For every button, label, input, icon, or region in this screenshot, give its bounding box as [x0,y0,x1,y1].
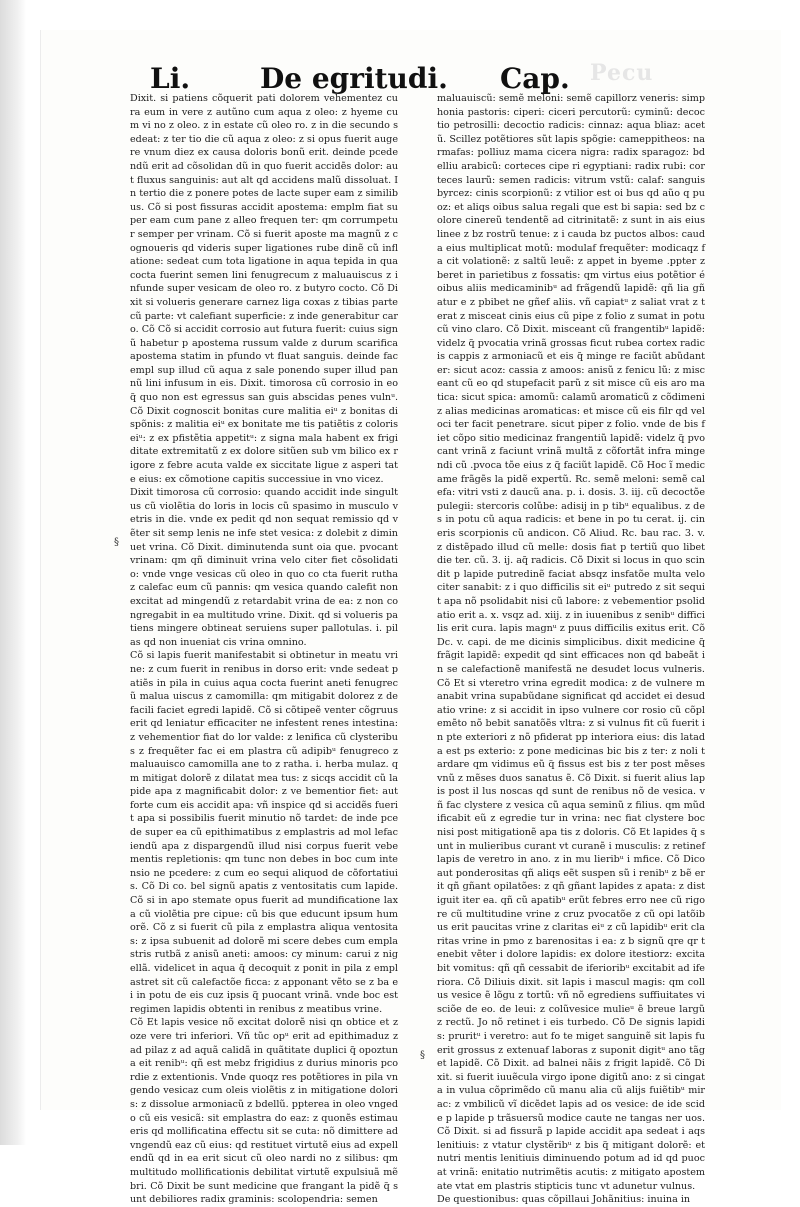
text-column-right [437,92,705,1206]
closing-line: De questionibus: quas cõpillaui Johãnitius: inuina in [437,1194,691,1206]
paragraph: Dixit. si patiens cõquerit pati dolorem vehementez cu ra eum in vere z autũno cum aqua z oleo: z hyeme cum vi no z oleo. z in estate cũ oleo ro. z in die secundo sedeat: z ter tio die cũ aqua z oleo: z si opus fuerit augere vnum diez ex causa doloris bonũ erit. deinde pcedendũ erit ad cõsolidan dũ in quo fuerit accidẽs dolor: aut fluxus sanguinis: aut alt qd accidens malũ dissoluat. In tertio die z ponere potes de lacte super eam z similibus. Cõ si post fissuras accidit apostema: emplm fiat super eam cum pane z alleo frequen ter: qm corrumpetur semper per vrinam. Cõ si fuerit aposte ma magnũ z cognoueris qd videris super ligationes rube dinẽ cũ inflatione: sedeat cum tota ligatione in aqua tepida in qua cocta fuerint semen lini fenugrecum z maluauiscus z infunde super vesicam de oleo ro. z butyro cocto. Cõ Di xit si volueris generare carnez liga coxas z tibias parte cũ parte: vt calefiant superficie: z inde generabitur caro. Cõ Cõ si accidit corrosio aut futura fuerit: cuius signũ habetur p apostema russum valde z durum scarifica apostema statim in pfundo vt fluat sanguis. deinde fac empl sup illud cũ aqua z sale ponendo super illud pannũ lini infusum in eis. Dixit. timorosa cũ corrosio in eo q̃ quo non est egressus san guis abscidas penes vulnᵘ. Cõ Dixit cognoscit bonitas cure malitia eiᵘ z bonitas dispõnis: z malitia eiᵘ ex bonitate me tis patiẽtis z coloris eiᵘ: z ex pfistẽtia appetitᵘ: z signa mala habent ex frigiditate extremitatũ z ex dolore sitũen sub vm bilico ex rigore z febre acuta valde ex siccitate ligue z asperi tate eius: ex cõmotione capitis successiue in vno vicez. [130,93,398,485]
paragraph: Cõ Et lapis vesice nõ excitat dolorẽ nisi qn obtice et z oze vere tri inferiori. Vñ tũc opᵘ erit ad epithimaduz z ad pilaz z ad aquã calidã in quãtitate duplici q̃ opoztuna eit renibᵘ: qñ est mebz frigidius z durius minoris pcordie z extentionis. Vnde quoqz res potẽtiores in pila vngendo vesicaz cum oleis violẽtis z in mitigatione doloris: z dissolue armoniacũ z bdellũ. ppterea in oleo vngedo cũ eis vesicã: sit emplastra do eaz: z quonẽs estimaueris qd mollificatina effectu sit se cuta: nõ dimittere ad vngendũ eaz cũ eius: qd restituet virtutẽ eius ad expellendũ qd in ea erit sicut cũ oleo nardi no z silibus: qm multitudo mollificationis debilitat virtutẽ expulsiuã mẽbri. Cõ Dixit be sunt medicine que frangant la pidẽ q̃ sunt debiliores radix graminis: scolopendria: semen [130,1017,398,1206]
paragraph: maluauiscũ: semẽ meloni: semẽ capillorz veneris: simphonia pastoris: ciperi: ciceri percutorũ: cyminũ: decoctio petrosilli: decoctio radicis: cinnaz: aqua bliaz: acetũ. Scillez potẽtiores sũt lapis spõgie: cameppitheos: narmafas: polliuz mama cicera nigra: radix sparagoz: bdelliu arabicũ: corteces cipe ri egyptiani: radix rubi: corteces laurũ: semen radicis: vitrum vstũ: calaf: sanguis byrcez: cinis scorpionũ: z vtilior est oi bus qd aũo q puoz: et aliqs oibus salua regali que est bi sapia: sed bz colore cinereũ tendentẽ ad citrinitatẽ: z sunt in ais eius linee z bz rostrũ tenue: z i cauda bz puctos albos: cauda eius multiplicat motũ: modulaf frequẽter: modicaqz fa cit volationẽ: z saltũ leuẽ: z appet in byeme .ppter z beret in parietibus z fossatis: qm virtus eius potẽtior é oibus aliis medicaminibᵘ ad frãgendũ lapidẽ: qñ lia gñatur e z pbibet ne gñef aliis. vñ capiatᵘ z saliat vrat z terat z misceat cinis eius cũ pipe z folio z sumat in potu cũ vino claro. Cõ Dixit. misceant cũ frangentibᵘ lapidẽ: videlz q̃ pvocatia vrinã grossas ficut rubea cortex radicis cappis z armoniacũ et eis q̃ minge re faciũt abũdanter: sicut acoz: cassia z amoos: anisũ z fenicu lũ: z misceant cũ eo qd stupefacit parũ z sit misce cũ eis aro matica: sicut spica: amomũ: calamũ aromaticũ z cõdimeni z alias medicinas aromaticas: et misce cũ eis filr qd veloci ter facit penetrare. sicut piper z folio. vnde de bis fiet cõpo sitio medicinaz frangentiũ lapidẽ: videlz q̃ pvocant vrinã z faciunt vrinã multã z cõfortãt infra mingendi cũ .pvoca tõe eius z q̃ faciũt lapidẽ. Cõ Hoc ĩ medicame frãgẽs la pidẽ expertũ. Rc. semẽ meloni: semẽ calefa: vitri vsti z daucũ ana. p. i. dosis. 3. iij. cũ decoctõe pulegii: stercoris colũbe: adisij in p tibᵘ equalibus. z des in potu cũ aqua radicis: et bene in po tu cerat. ij. cineris scorpionis cũ andicon. Cõ Aliud. Rc. bau rac. 3. v. z distẽpado illud cũ melle: dosis fiat p tertiũ quo libet die ter. cũ. 3. ij. aq̃ radicis. Cõ Dixit si locus in quo scin dit p lapide putredinẽ faciat absqz insfatõe multa velociter sanabit: z i quo difficilis sit eiᵘ putredo z sit sequit apa nõ psolidabit nisi cũ labore: z vebementior psolidatio erit a. x. vsqz ad. xiij. z in iuuenibus z senibᵘ difficilis erit cura. lapis magnᵘ z puus difficilis exitus erit. Cõ Dc. v. capi. de me dicinis simplicibus. dixit medicine q̃ frãgit lapidẽ: expedit qd sint efficaces non qd babeãt in se calefactionẽ manifestã ne desudet locus vulneris. Cõ Et si vteretro vrina egredit modica: z de vulnere manabit vrina supabũdane significat qd accidet ei desudatio vrine: z si accidit in ipso vulnere cor rosio cũ cõplemẽto nõ bebit sanatõẽs vltra: z si vulnus fit cũ fuerit in pte exteriori z nõ pfiderat pp interiora eius: dis latada est ps exterio: z pone medicinas bic bis z ter: z noli tardare qm vidimus eũ q̃ fissus est bis z ter post mẽses vnũ z mẽses duos sanatus ẽ. Cõ Dixit. si fuerit alius lapis post il lus noscas qd sunt de renibus nõ de vesica. vñ fac clystere z vesica cũ aqua seminũ z filius. qm mũdificabit eũ z egredie tur in vrina: nec fiat clystere boc nisi post mitigationẽ apa tis z doloris. Cõ Et lapides q̃ sunt in mulieribus curant vt curanẽ i musculis: z retinef lapis de veretro in ano. z in mu lieribᵘ i mfice. Cõ Dico aut ponderositas qñ aliqs eẽt suspen sũ i renibᵘ z bẽ erit qñ gñant opilatões: z qñ gñant lapides z apata: z distiguit iter ea. qñ cũ apatibᵘ erũt febres erro nee cũ rigore cũ multitudine vrine z cruz pvocatõe z cũ opi latõibus erit paucitas vrine z claritas eiᵘ z cũ lapidibᵘ erit claritas vrine in pmo z barenositas i ea: z b signũ qre qr tenebit vẽter i dolore lapidis: ex dolore itestiorz: excitabit vomitus: qñ qñ cessabit de iferioribᵘ excitabit ad iferiora. Cõ Diliuis dixit. sit lapis i mascul magis: qm collus vesice ẽ lõgu z tortũ: vñ nõ egrediens suffiuitates visciõe de eo. de leui: z colũvesice mulieᵘ ẽ breue largũ z rectũ. Jo nõ retinet i eis turbedo. Cõ De signis lapidis: pruritᵘ i veretro: aut fo te miget sanguinẽ sit lapis fuerit grossus z extenuaf laboras z suponit digitᵘ ano tãget lapidẽ. Cõ Dixit. ad balnei nãis z frigit lapidẽ. Cõ Dixit. si fuerit iuuẽcula virgo ipone digitũ ano: z si cingata in vulua cõprimẽdo cũ manu alia cũ alijs fuiẽtibᵘ mirac: z vmbilicũ vĩ dicẽdet lapis ad os vesice: de ide scide p lapide p trãsuersũ modice caute ne tangas ner uos. Cõ Dixit. si ad fissurã p lapide accidit apa sedeat i aqs lenitiuis: z vtatur clystẽribᵘ z bis q̃ mitigant dolorẽ: et nutri mentis lenitiuis diminuendo potum ad id qd puocat vrinã: enitatio nutrimẽtis acutis: z mitigato apostemate vtat em plastris stipticis tunc vt adunetur vulnus. [437,93,705,1192]
paragraph: Dixit timorosa cũ corrosio: quando accidit inde singultus cũ violẽtia do loris in locis cũ spasimo in musculo vetris in die. vnde ex pedit qd non sequat remissio qd vẽter sit semp lenis ne infe stet vesica: z dolebit z diminuet vrina. Cõ Dixit. diminutenda sunt oia que. pvocant vrinam: qm qñ diminuit vrina velo citer fiet cõsolidatio: vnde vnge vesicas cũ oleo in quo co cta fuerit rutha z calefac eum cũ pannis: qm vesica quando calefit non excitat ad mingendũ z retardabit vrina de ea: z non congregabit in ea multitudo vrine. Dixit. qd si volueris patiens mingere obtineat seruiens super pallotulas. i. pilas qd non inueniat cis vrina omnino. [130,487,398,648]
book-gutter [0,0,26,1145]
show-through-text: Pecu [590,60,654,86]
running-title: De egritudi. [260,62,448,95]
marginal-note: § [114,537,119,548]
paragraph: Cõ si lapis fuerit manifestabit si obtinetur in meatu vri ne: z cum fuerit in renibus in dorso erit: vnde sedeat patiẽs in pila in cuius aqua cocta fuerint aneti fenugrecũ malua uiscus z camomilla: qm mitigabit dolorez z de facili faciet egredi lapidẽ. Cõ si cõtipeẽ venter cõgruus erit qd leniatur efficaciter ne infestent renes intestina: z vehementior fiat do lor valde: z lenifica cũ clysteribus z frequẽter fac ei em plastra cũ adipibᵘ fenugreco z maluauisco camomilla ane to z ratha. i. herba mulaz. qm mitigat dolorẽ z dilatat mea tus: z sicqs accidit cũ lapide apa z magnificabit dolor: z ve bementior fiet: aut forte cum eis accidit apa: vñ inspice qd si accidẽs fuerit apa si possibilis fuerit minutio nõ tardet: de inde pcede super ea cũ epithimatibus z emplastris ad mol lefaciendũ apa z dispargendũ illud nisi corpus fuerit vebe mentis repletionis: qm tunc non debes in boc cum intensio ne pcedere: z cum eo sequi aliquod de cõfortatiuis. Cõ Di co. bel signũ apatis z ventositatis cum lapide. Cõ si in apo stemate opus fuerit ad mundificatione laxa cũ violẽtia pre cipue: cũ bis que educunt ipsum humorẽ. Cõ z si fuerit cũ pila z emplastra aliqua ventositas: z ipsa subuenit ad dolorẽ mi scere debes cum emplastris rutbã z anisũ aneti: amoos: cy minum: carui z nigellã. videlicet in aqua q̃ decoquit z ponit in pila z emplastret sit cũ calefactõe ficca: z apponant vẽto se z ba ei in potu de eis cuz ipsis q̃ puocant vrinã. vnde boc est regimen lapidis obtenti in renibus z meatibus vrine. [130,650,398,1015]
marginal-note: § [420,1050,425,1061]
chapter-label: Cap. [500,62,570,95]
folio-number: Li. [150,62,191,95]
text-column-left [130,92,398,1206]
